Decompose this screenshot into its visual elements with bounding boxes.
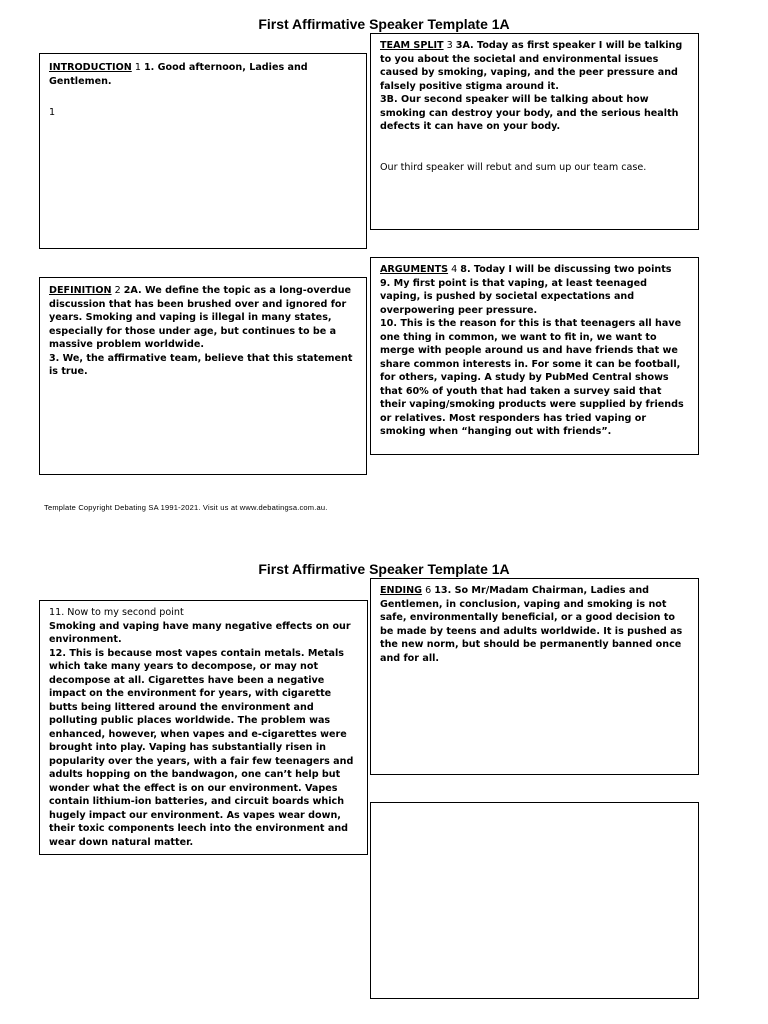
team-split-paragraph: 3A. Today as first speaker I will be talking to you about the societal and environmental issues caused by smoking, vaping, and the peer pressure and falsely positive stigma around it. — [380, 40, 683, 92]
empty-box — [370, 802, 699, 999]
arguments-heading: ARGUMENTS — [380, 264, 449, 275]
definition-box — [39, 277, 367, 475]
introduction-number: 1 — [131, 62, 144, 73]
team-split-heading: TEAM SPLIT — [380, 40, 444, 51]
team-split-box — [370, 33, 699, 230]
page-title: First Affirmative Speaker Template 1A — [258, 561, 510, 577]
arguments-box — [370, 257, 699, 455]
introduction-heading: INTRODUCTION — [49, 62, 132, 73]
introduction-marker: 1 — [49, 107, 56, 118]
second-point-paragraph: Smoking and vaping have many negative effects on our environment. — [49, 620, 351, 645]
arguments-paragraph: 8. Today I will be discussing two points — [460, 264, 672, 275]
team-split-number: 3 — [443, 40, 456, 51]
introduction-box — [39, 53, 367, 249]
ending-box — [370, 578, 699, 775]
copyright-footer: Template Copyright Debating SA 1991-2021. Visit us at www.debatingsa.com.au. — [44, 503, 328, 512]
introduction-text: 1. Good afternoon, Ladies and Gentlemen. — [49, 62, 308, 87]
ending-number: 6 — [422, 585, 435, 596]
second-point-paragraph: 11. Now to my second point — [49, 607, 184, 618]
second-point-box — [39, 600, 368, 855]
arguments-number: 4 — [448, 264, 461, 275]
definition-number: 2 — [111, 285, 124, 296]
definition-paragraph: 3. We, the affirmative team, believe that this statement is true. — [49, 352, 353, 377]
second-point-paragraph: 12. This is because most vapes contain metals. Metals which take many years to decompose, or may not decompose at all. Cigarettes have been a negative impact on the environment for years, with cigarette butts being littered around the environment and polluting public places worldwide. The problem was enhanced, however, when vapes and e-cigarettes were brought into play. Vaping has substantially risen in popularity over the years, with a fair few teenagers and adults hopping on the bandwagon, one can’t help but wonder what the effect is on our environment. Vapes contain lithium-ion batteries, and circuit boards which hugely impact our environment. As vapes wear down, their toxic components leech into the environment and wear down natural matter. — [49, 647, 354, 848]
definition-heading: DEFINITION — [49, 285, 112, 296]
arguments-paragraph: 10. This is the reason for this is that teenagers all have one thing in common, we want to fit in, we want to merge with people around us and have friends that we share common interests in. For some it can be football, for others, vaping. A study by PubMed Central shows that 60% of youth that had taken a survey said that their vaping/smoking products were supplied by friends or relatives. Most responders has tried vaping or smoking when “hanging out with friends”. — [380, 318, 684, 437]
definition-paragraph: 2A. We define the topic as a long-overdue discussion that has been brushed over and ignored for years. Smoking and vaping is illegal in many states, especially for those under age, but continues to be a massive problem worldwide. — [49, 285, 352, 350]
ending-text: 13. So Mr/Madam Chairman, Ladies and Gentlemen, in conclusion, vaping and smoking is not safe, environmentally beneficial, or a good decision to be made by teens and adults worldwide. It is pushed as the new norm, but should be permanently banned once and for all. — [380, 585, 683, 664]
page-title: First Affirmative Speaker Template 1A — [258, 16, 510, 32]
arguments-paragraph: 9. My first point is that vaping, at least teenaged vaping, is pushed by societal expectations and overpowering peer pressure. — [380, 277, 647, 316]
team-split-paragraph: Our third speaker will rebut and sum up our team case. — [380, 161, 647, 173]
ending-heading: ENDING — [380, 585, 423, 596]
team-split-paragraph: 3B. Our second speaker will be talking about how smoking can destroy your body, and the serious health defects it can have on your body. — [380, 94, 679, 132]
